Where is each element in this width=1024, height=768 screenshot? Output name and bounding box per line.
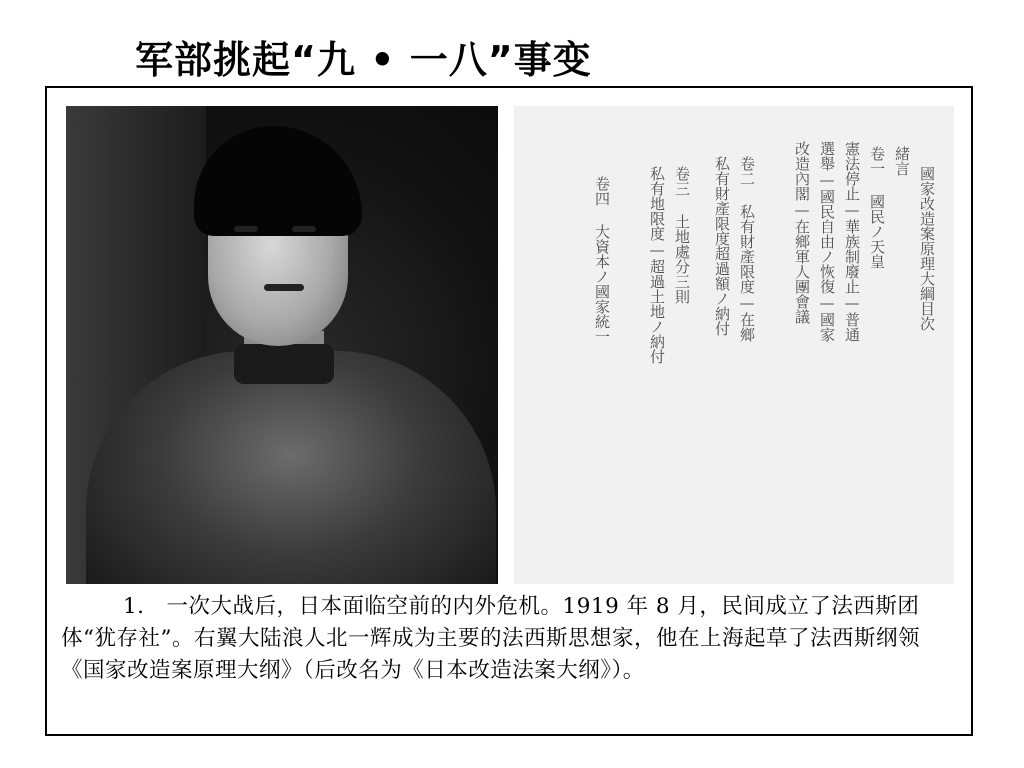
manuscript-column: 緒言 (893, 146, 911, 176)
slide-title: 军部挑起“九 • 一八”事变 (135, 38, 592, 82)
manuscript-column: 私有地限度—超過土地ノ納付 (648, 166, 666, 364)
manuscript-column: 卷二 私有財產限度—在鄉 (738, 156, 756, 342)
portrait-collar (234, 344, 334, 384)
portrait-eye-left (234, 226, 258, 232)
figure-frame (45, 86, 973, 736)
portrait-mustache (264, 284, 304, 291)
manuscript-column: 憲法停止—華族制廢止—普通 (843, 141, 861, 342)
portrait-coat (86, 351, 496, 584)
portrait-eye-right (292, 226, 316, 232)
caption-body: 一次大战后，日本面临空前的内外危机。1919 年 8 月，民间成立了法西斯团体“犹存社”。右翼大陆浪人北一辉成为主要的法西斯思想家，他在上海起草了法西斯纲领《国家改造案原理大纲》（后改名为《日本改造法案大纲》）。 (61, 594, 920, 683)
manuscript-column: 選舉—國民自由ノ恢復—國家 (818, 141, 836, 342)
manuscript-image (514, 106, 954, 584)
manuscript-column: 改造內閣—在鄉軍人團會議 (793, 141, 811, 324)
caption-text (61, 591, 961, 687)
manuscript-column: 國家改造案原理大綱目次 (918, 166, 936, 331)
portrait-photo (66, 106, 498, 584)
caption-number: 1. (123, 594, 145, 619)
portrait-hair (194, 126, 362, 236)
manuscript-column: 私有財產限度超過額ノ納付 (713, 156, 731, 336)
manuscript-column: 卷四 大資本ノ國家統一 (593, 176, 611, 344)
manuscript-column: 卷三 土地處分三則 (673, 166, 691, 304)
manuscript-column: 卷一 國民ノ天皇 (868, 146, 886, 269)
